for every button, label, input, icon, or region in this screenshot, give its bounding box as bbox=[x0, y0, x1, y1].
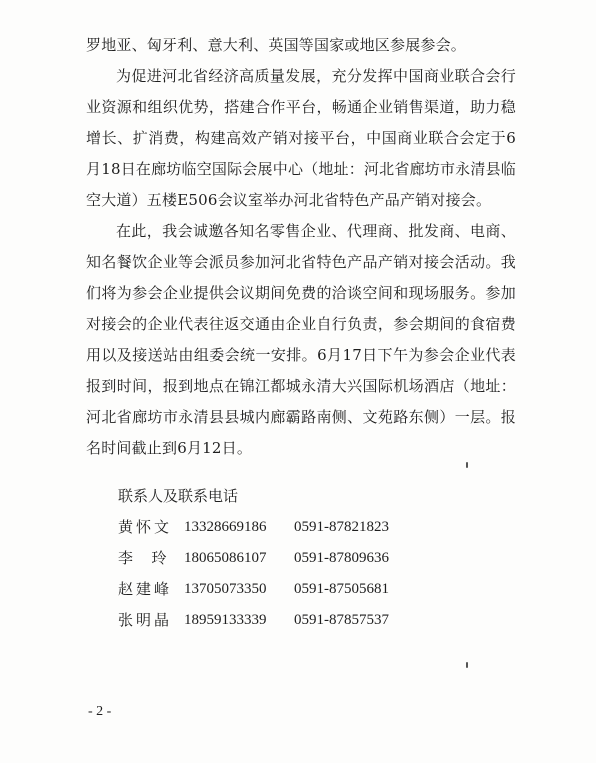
contact-row bbox=[118, 605, 389, 635]
contact-row bbox=[118, 512, 389, 542]
contact-row bbox=[118, 574, 389, 604]
contact-name: 李 玲 bbox=[118, 549, 170, 567]
contact-name: 张明晶 bbox=[118, 611, 173, 629]
contact-phone: 0591-87505681 bbox=[294, 581, 389, 597]
contact-mobile: 18959133339 bbox=[184, 612, 267, 628]
contact-phone: 0591-87821823 bbox=[294, 519, 389, 535]
scan-speck bbox=[466, 462, 468, 468]
contact-mobile: 18065086107 bbox=[184, 550, 267, 566]
scan-speck bbox=[466, 662, 468, 668]
paragraph-invitation: 在此，我会诚邀各知名零售企业、代理商、批发商、电商、知名餐饮企业等会派员参加河北省特色产品产销对接会活动。我们将为参会企业提供会议期间免费的洽谈空间和现场服务。参加对接会的企业代表往返交通由企业自行负责，参会期间的食宿费用以及接送站由组委会统一安排。6月17日下午为参会企业代表报到时间，报到地点在锦江都城永清大兴国际机场酒店（地址：河北省廊坊市永清县县城内廊霸路南侧、文苑路东侧）一层。报名时间截止到6月12日。 bbox=[86, 222, 516, 457]
contact-name: 黄怀文 bbox=[118, 518, 173, 536]
contact-mobile: 13328669186 bbox=[184, 519, 267, 535]
contact-phone: 0591-87857537 bbox=[294, 612, 389, 628]
contact-name: 赵建峰 bbox=[118, 580, 173, 598]
contact-mobile: 13705073350 bbox=[184, 581, 267, 597]
paragraph-event-announcement: 为促进河北省经济高质量发展，充分发挥中国商业联合会行业资源和组织优势，搭建合作平台，畅通企业销售渠道，助力稳增长、扩消费，构建高效产销对接平台，中国商业联合会定于6月18日在廊坊临空国际会展中心（地址：河北省廊坊市永清县临空大道）五楼E506会议室举办河北省特色产品产销对接会。 bbox=[86, 67, 516, 209]
contacts-title: 联系人及联系电话 bbox=[118, 487, 239, 505]
contact-phone: 0591-87809636 bbox=[294, 550, 389, 566]
contacts-section bbox=[118, 480, 389, 636]
contact-row bbox=[118, 543, 389, 573]
page-number: - 2 - bbox=[88, 704, 112, 719]
body-text bbox=[86, 30, 516, 464]
paragraph-continuation: 罗地亚、匈牙利、意大利、英国等国家或地区参展参会。 bbox=[86, 36, 467, 54]
